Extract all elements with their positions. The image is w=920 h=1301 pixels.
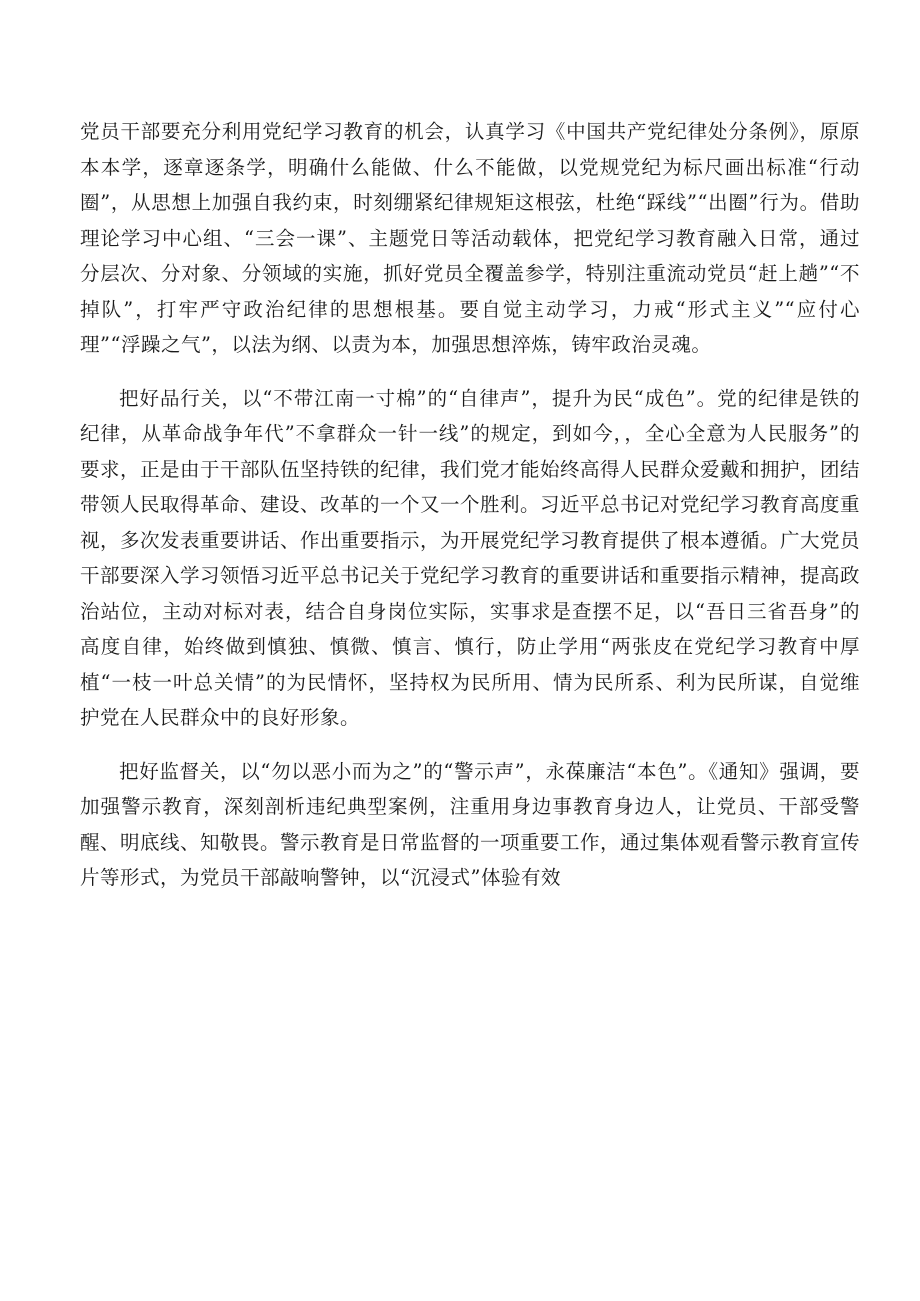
paragraph-supervision: 把好监督关，以“勿以恶小而为之”的“警示声”，永葆廉洁“本色”。《通知》强调，要加强警示教育，深刻剖析违纪典型案例，注重用身边事教育身边人，让党员、干部受警醒、明底线、知敬畏。警示教育是日常监督的一项重要工作，通过集体观看警示教育宣传片等形式，为党员干部敲响警钟，以“沉浸式”体验有效 (80, 759, 861, 889)
document-body (80, 114, 860, 896)
paragraph-conduct: 把好品行关，以“不带江南一寸棉”的“自律声”，提升为民“成色”。党的纪律是铁的纪律，从革命战争年代”不拿群众一针一线”的规定，到如今，，全心全意为人民服务”的要求，正是由于干部队伍坚持铁的纪律，我们党才能始终高得人民群众爱戴和拥护，团结带领人民取得革命、建设、改革的一个又一个胜利。习近平总书记对党纪学习教育高度重视，多次发表重要讲话、作出重要指示，为开展党纪学习教育提供了根本遵循。广大党员干部要深入学习领悟习近平总书记关于党纪学习教育的重要讲话和重要指示精神，提高政治站位，主动对标对表，结合自身岗位实际，实事求是查摆不足，以“吾日三省吾身”的高度自律，始终做到慎独、慎微、慎言、慎行，防止学用“两张皮在党纪学习教育中厚植“一枝一叶总关情”的为民情怀，坚持权为民所用、情为民所系、利为民所谋，自觉维护党在人民群众中的良好形象。 (80, 386, 861, 729)
paragraph-study-discipline: 党员干部要充分利用党纪学习教育的机会，认真学习《中国共产党纪律处分条例》，原原本本学，逐章逐条学，明确什么能做、什么不能做，以党规党纪为标尺画出标准“行动圈”，从思想上加强自我约束，时刻绷紧纪律规矩这根弦，杜绝“踩线”“出圈”行为。借助理论学习中心组、“三会一课”、主题党日等活动载体，把党纪学习教育融入日常，通过分层次、分对象、分领域的实施，抓好党员全覆盖参学，特别注重流动党员“赶上趟”“不掉队”，打牢严守政治纪律的思想根基。要自觉主动学习，力戒“形式主义”“应付心理”“浮躁之气”，以法为纲、以责为本，加强思想淬炼，铸牢政治灵魂。 (80, 120, 860, 356)
